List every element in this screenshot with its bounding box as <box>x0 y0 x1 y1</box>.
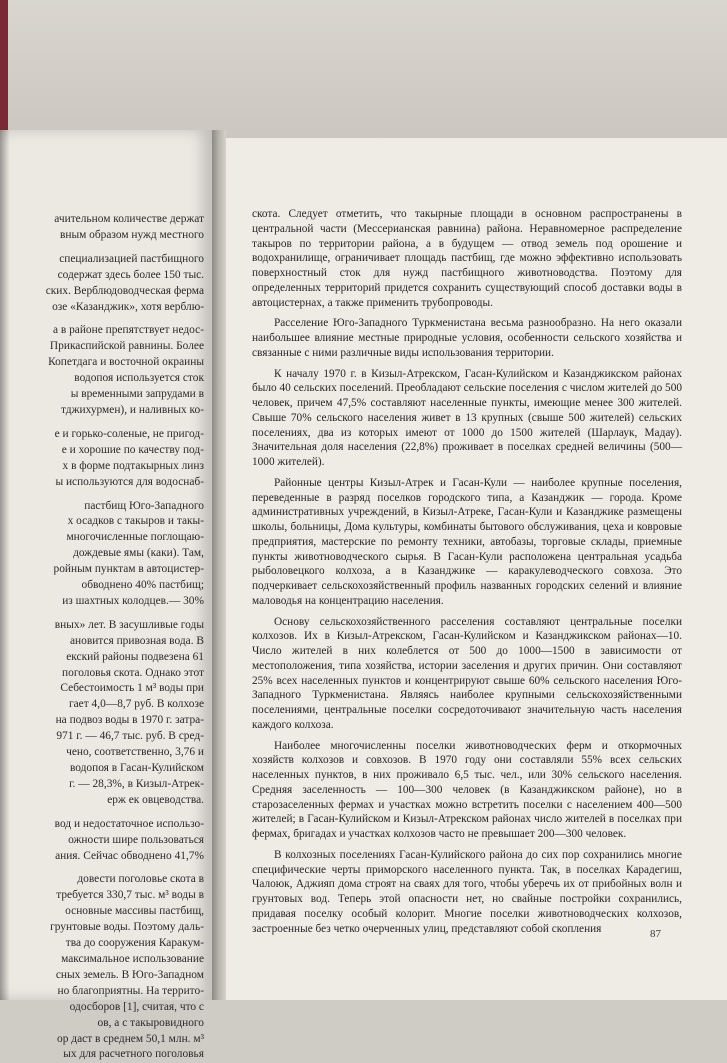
text-line: вным образом нужд местного <box>59 228 204 241</box>
paragraph-gap <box>0 315 204 323</box>
text-line: ы временными запрудами в <box>70 388 204 401</box>
text-line: вод и недостаточное использо- <box>54 817 204 830</box>
text-line: е и горько-соленые, не пригод- <box>54 427 204 440</box>
paragraph-gap <box>0 244 204 252</box>
paragraph: Основу сельскохозяйственного расселения составляют центральные поселки колхозов. Их в Кизыл-Атрекском, Гасан-Кулийском и Казанджикском районах—10. Число жителей в них колеблется от 500 до 1000—1500 в зависимости от местоположения, типа хозяйства, истории заселения и других причин. Они составляют 25% всех населенных пунктов и концентрируют свыше 60% сельского населения Юго-Западного Туркменистана. Являясь наиболее крупными сельскохозяйственными поселениями, центральные поселки сосредоточивают значительную часть населения каждого колхоза. <box>252 615 682 731</box>
text-line: водопоя в Гасан-Кулийском <box>69 762 204 774</box>
paragraph: Районные центры Кизыл-Атрек и Гасан-Кули — наиболее крупные поселения, переведенные в разряд поселков городского типа, а Казанджик — города. Кроме административных учреждений, в Кизыл-Атреке, Гасан-Кули и Казанджике размещены школы, больницы, Дома культуры, комбинаты бытового обслуживания, цеха и ковровые предприятия, мастерские по ремонту техники, автобазы, торговые склады, приемные пункты животноводческого сырья. В Гасан-Кули расположена центральная усадьба рыболовецкого колхоза, а в Казанджике — каракулеводческого совхоза. Это подчеркивает сельскохозяйственный профиль названных городских селений и влияние маловодья на концентрацию населения. <box>252 476 682 607</box>
text-line: х осадков с такыров и такы- <box>67 515 204 528</box>
text-line: ы используются для водоснаб- <box>55 475 204 488</box>
text-line: максимальное использование <box>61 952 204 965</box>
text-line: из шахтных колодцев.— 30% <box>62 594 204 607</box>
paragraph: скота. Следует отметить, что такырные площади в основном распространены в центральной части (Мессерианская равнина) района. Неравномерное распределение такыров по территории района, а в будущем — отвод земель под орошение и водохранилище, ограничивает площадь пастбищ, где можно эффективно использовать поверхностный сток для нужд пастбищного животноводства. Поэтому для определенных территорий придется сохранить существующий способ доставки воды в автоцистернах, а также применить трубопроводы. <box>252 208 682 309</box>
text-line: пастбищ Юго-Западного <box>84 499 204 512</box>
text-line: вных» лет. В засушливые годы <box>54 618 204 631</box>
text-line: ор даст в среднем 50,1 млн. м³ <box>57 1032 204 1045</box>
paragraph-gap <box>0 491 204 499</box>
text-line: многочисленные поглощаю- <box>66 531 204 544</box>
text-line: поголовья скота. Однако этот <box>62 666 204 679</box>
book-gutter <box>212 130 226 1000</box>
text-line: водопоя используется сток <box>74 372 204 385</box>
text-line: дождевые ямы (каки). Там, <box>73 547 204 560</box>
text-line: ачительном количестве держат <box>54 213 204 225</box>
page-number: 87 <box>650 928 661 940</box>
text-line: г. — 28,3%, в Кизыл-Атрек- <box>69 777 204 790</box>
text-line: содержат здесь более 150 тыс. <box>57 268 204 281</box>
paragraph: Расселение Юго-Западного Туркменистана весьма разнообразно. На него оказали наибольшее влияние местные природные условия, особенности сельского хозяйства и связанные с ними различные виды использования территории. <box>252 317 682 359</box>
text-line: ановится привозная вода. В <box>69 634 204 647</box>
text-line: ерж ек овцеводства. <box>107 793 204 806</box>
paragraph: В колхозных поселениях Гасан-Кулийского района до сих пор сохранились многие специфические черты приморского населенного пункта. Так, в поселках Карадегиш, Чалоюк, Аджияп дома строят на сваях для того, чтобы уберечь их от прибойных волн и грунтовых вод. Теперь этой опасности нет, но свайные постройки сохранились, придавая поселку особый колорит. Многие поселки животноводческих колхозов, застроенные без четко очерченных улиц, представляют собой скопления <box>252 848 682 935</box>
text-line: чено, соответственно, 3,76 и <box>66 746 204 759</box>
text-line: х в форме подтакырных линз <box>62 459 204 472</box>
right-page-text <box>252 207 682 942</box>
paragraph-gap <box>0 809 204 817</box>
text-line: озе «Казанджик», хотя верблю- <box>52 300 204 313</box>
text-line: а в районе препятствует недос- <box>52 324 204 337</box>
paragraph: К началу 1970 г. в Кизыл-Атрекском, Гасан-Кулийском и Казанджикском районах было 40 сельских поселений. Преобладают сельские поселения с числом жителей до 500 человек, причем 47,5% составляют населенные пункты, имеющие менее 300 жителей. Свыше 70% сельского населения живет в 13 крупных (свыше 500 жителей) сельских поселениях, два из которых имеют от 1000 до 1500 жителей (Шарлаук, Мадау). Значительная доля населения (22,8%) проживает в поселках средней величины (500—1000 жителей). <box>252 367 682 468</box>
text-line: ания. Сейчас обводнено 41,7% <box>55 849 204 862</box>
text-line: 971 г. — 46,7 тыс. руб. В сред- <box>56 730 204 743</box>
text-line: на подвоз воды в 1970 г. затра- <box>55 714 204 727</box>
left-page-text <box>0 212 204 1063</box>
text-line: грунтовые воды. Поэтому даль- <box>50 921 204 934</box>
text-line: Прикаспийской равнины. Более <box>49 340 204 353</box>
text-line: ых для расчетного поголовья <box>63 1048 204 1061</box>
text-line: тва до сооружения Каракум- <box>65 937 204 950</box>
text-line: сных земель. В Юго-Западном <box>55 968 204 981</box>
cover-edge <box>0 0 8 140</box>
text-line: екский районы подвезена 61 <box>66 650 204 663</box>
background-sheet <box>0 0 727 140</box>
text-line: тджихурмен), и наливных ко- <box>60 403 204 416</box>
text-line: довести поголовье скота в <box>77 873 204 886</box>
text-line: ских. Верблюдоводческая ферма <box>45 284 204 297</box>
text-line: основные массивы пастбищ, <box>65 905 204 918</box>
text-line: обводнено 40% пастбищ; <box>81 579 204 592</box>
paragraph-gap <box>0 610 204 618</box>
text-line: Копетдага и восточной окраины <box>48 356 204 369</box>
text-line: требуется 330,7 тыс. м³ воды в <box>56 889 204 902</box>
text-line: но благоприятны. На террито- <box>57 984 204 997</box>
left-page <box>0 130 212 1061</box>
paragraph-gap <box>0 864 204 872</box>
text-line: специализацией пастбищного <box>59 252 204 265</box>
text-line: е и хорошие по качеству под- <box>61 443 204 456</box>
text-line: Себестоимость 1 м³ воды при <box>60 682 204 695</box>
text-line: гает 4,0—8,7 руб. В колхозе <box>68 698 204 711</box>
paragraph: Наиболее многочисленны поселки животноводческих ферм и откормочных хозяйств колхозов и совхозов. В 1970 году они составляли 55% всех сельских населенных пунктов, в них проживало 6,5 тыс. чел., или 30% сельского населения. Средняя заселенность — 100—300 человек (в Казанджикском районе), но в старозаселенных фермах и участках можно встретить поселки с населением 400—500 жителей; в Гасан-Кулийском и Кизыл-Атрекском районах число жителей в поселках при фермах, бригадах и участках колхозов часто не превышает 200—300 человек. <box>252 739 682 840</box>
text-line: ройным пунктам в автоцистер- <box>53 563 204 576</box>
paragraph-gap <box>0 419 204 427</box>
text-line: ов, а с такыровидного <box>97 1016 204 1029</box>
text-line: ожности шире пользоваться <box>68 833 204 846</box>
text-line: одосборов [1], считая, что с <box>69 1000 204 1013</box>
